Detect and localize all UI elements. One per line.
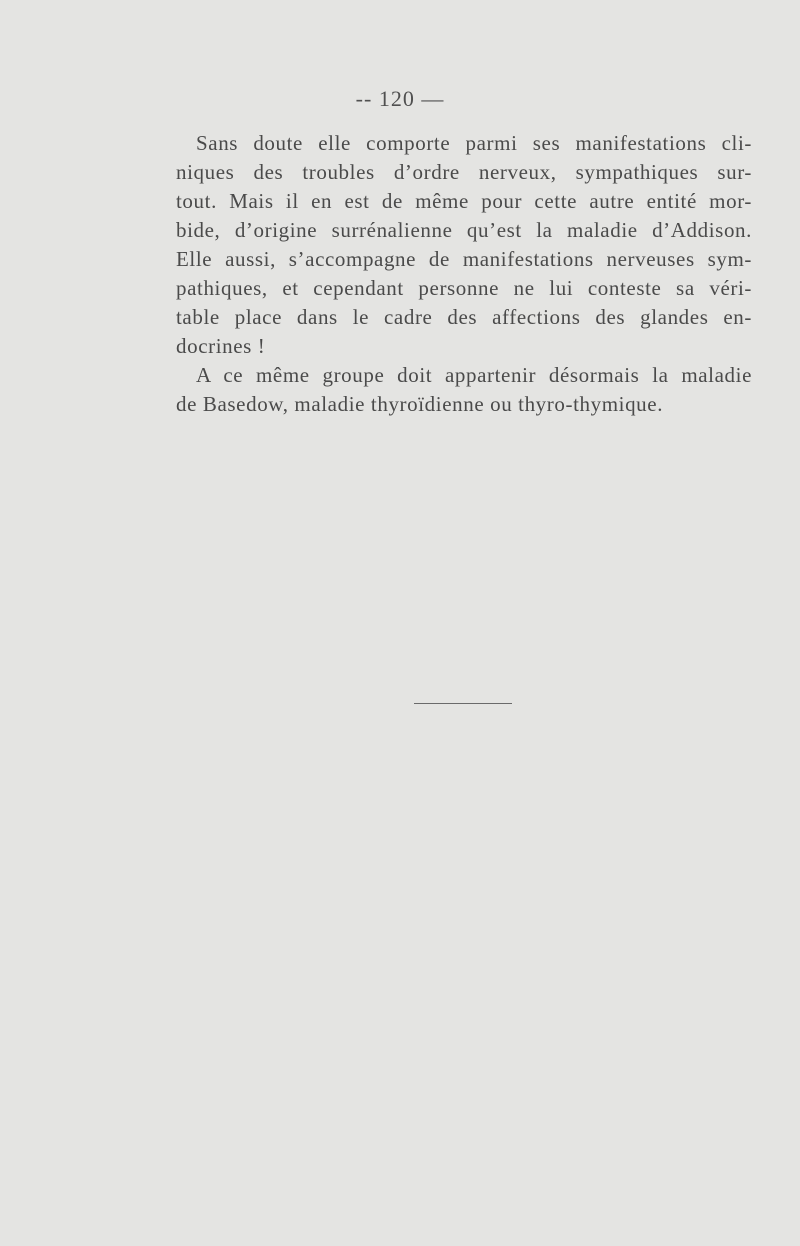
paragraph-line: tout. Mais il en est de même pour cette autre entité mor-: [176, 189, 752, 213]
paragraph-line: niques des troubles d’ordre nerveux, sympathiques sur-: [176, 160, 752, 184]
page-number: -- 120 —: [355, 86, 445, 111]
section-separator-rule: [414, 703, 512, 704]
paragraph-line: Elle aussi, s’accompagne de manifestations nerveuses sym-: [176, 247, 752, 271]
paragraph-line: Sans doute elle comporte parmi ses manifestations cli-: [196, 131, 752, 155]
paragraph-line: docrines !: [176, 334, 266, 358]
paragraph-line: pathiques, et cependant personne ne lui conteste sa véri-: [176, 276, 752, 300]
paragraph-line: de Basedow, maladie thyroïdienne ou thyro-thymique.: [176, 392, 664, 416]
paragraph-line: A ce même groupe doit appartenir désormais la maladie: [196, 363, 752, 387]
paragraph-line: table place dans le cadre des affections des glandes en-: [176, 305, 752, 329]
paragraph-line: bide, d’origine surrénalienne qu’est la maladie d’Addison.: [176, 218, 752, 242]
